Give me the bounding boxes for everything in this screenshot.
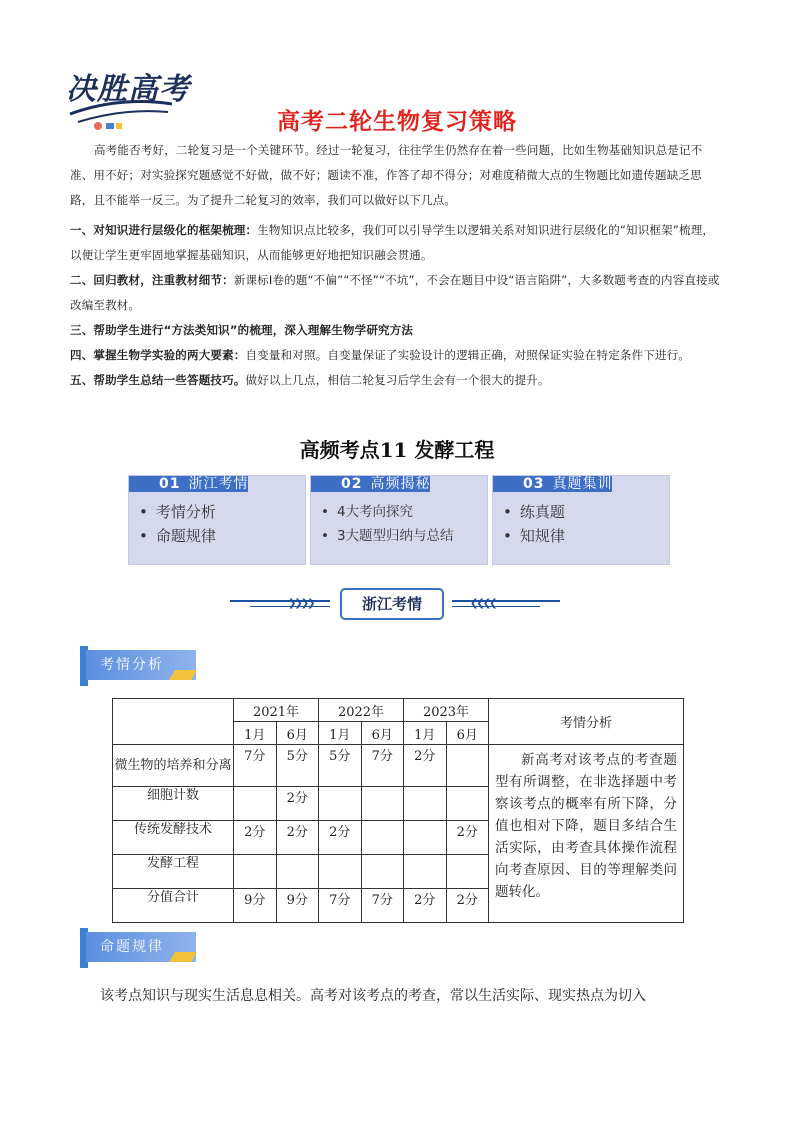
table-header: 2021年: [234, 699, 319, 722]
table-cell: [234, 855, 277, 889]
point-4: 四、掌握生物学实验的两大要素：自变量和对照。自变量保证了实验设计的逻辑正确，对照保证实验在特定条件下进行。: [70, 348, 691, 362]
table-header: 6月: [361, 722, 404, 745]
list-item: • 知规律: [503, 524, 565, 548]
table-header: 6月: [276, 722, 319, 745]
list-item: • 3大题型归纳与总结: [321, 524, 454, 548]
section-banner: [230, 586, 560, 622]
row-label: 分值合计: [113, 889, 234, 923]
intro-line: 准、用不好；对实验探究题感觉不好做，做不好；题读不准，作答了却不得分；对难度稍微大点的生物题比如遗传题缺乏思: [70, 168, 702, 182]
list-item: • 练真题: [503, 500, 565, 524]
list-item: • 4大考向探究: [321, 500, 454, 524]
table-header: 考情分析: [489, 699, 684, 745]
table-cell: [404, 787, 447, 821]
topic-title: 高频考点11 发酵工程: [299, 438, 495, 462]
table-cell: 7分: [361, 889, 404, 923]
table-header: 1月: [319, 722, 362, 745]
chevron-left-icon: ❮❮❮❮: [470, 598, 496, 609]
point-2: 二、回归教材，注重教材细节：新课标Ⅰ卷的题“不偏”“不怪”“不坑”，不会在题目中设“语言陷阱”，大多数题考查的内容直接或: [70, 273, 720, 287]
analysis-text: 新高考对该考点的考查题型有所调整，在非选择题中考察该考点的概率有所下降，分值也相对下降，题目多结合生活实际，由考查具体操作流程向考查原因、目的等理解类问题转化。: [489, 745, 684, 923]
table-cell: 5分: [319, 745, 362, 787]
body-paragraph: 该考点知识与现实生活息息相关。高考对该考点的考查，常以生活实际、现实热点为切入: [100, 988, 646, 1004]
row-label: 传统发酵技术: [113, 821, 234, 855]
table-cell: [276, 855, 319, 889]
table-row: [113, 745, 684, 787]
table-cell: 7分: [319, 889, 362, 923]
banner-label: 浙江考情: [340, 588, 444, 620]
table-header: 1月: [404, 722, 447, 745]
table-cell: [404, 821, 447, 855]
table-cell: 2分: [234, 821, 277, 855]
table-cell: 9分: [276, 889, 319, 923]
box-zhenti: [492, 475, 670, 565]
table-cell: [361, 855, 404, 889]
tag-mingti: [80, 928, 195, 968]
table-header: 2023年: [404, 699, 489, 722]
box-head: 01 浙江考情: [129, 476, 248, 492]
logo-text: 决胜高考: [66, 72, 190, 107]
point-1: 一、对知识进行层级化的框架梳理：生物知识点比较多，我们可以引导学生以逻辑关系对知识进行层级化的“知识框架”梳理，: [70, 223, 715, 237]
tag-label: 考情分析: [86, 650, 196, 680]
table-cell: [446, 745, 489, 787]
row-label: 发酵工程: [113, 855, 234, 889]
table-cell: 2分: [404, 745, 447, 787]
document-title: 高考二轮生物复习策略: [277, 109, 517, 135]
table-cell: 2分: [404, 889, 447, 923]
table-cell: [319, 787, 362, 821]
table-cell: 5分: [276, 745, 319, 787]
table-cell: [361, 821, 404, 855]
banner-line: [230, 600, 330, 602]
box-zhejiang: [128, 475, 306, 565]
table-cell: 2分: [446, 889, 489, 923]
list-item: • 命题规律: [139, 524, 216, 548]
table-cell: [361, 787, 404, 821]
row-label: 微生物的培养和分离: [113, 745, 234, 787]
point-3: 三、帮助学生进行“方法类知识”的梳理，深入理解生物学研究方法: [70, 323, 414, 337]
row-label: 细胞计数: [113, 787, 234, 821]
table-cell: 2分: [276, 787, 319, 821]
table-cell: 7分: [234, 745, 277, 787]
table-cell: 2分: [276, 821, 319, 855]
tag-kaoqing: [80, 646, 195, 686]
intro-paragraph: [70, 138, 730, 213]
banner-line: [452, 600, 560, 602]
intro-line: 路，且不能举一反三。为了提升二轮复习的效率，我们可以做好以下几点。: [70, 193, 457, 207]
box-gaopin: [310, 475, 488, 565]
table-cell: 2分: [319, 821, 362, 855]
table-cell: [404, 855, 447, 889]
chevron-right-icon: ❯❯❯❯: [288, 598, 314, 609]
banner-line: [452, 606, 540, 607]
table-cell: [446, 787, 489, 821]
table-cell: 2分: [446, 821, 489, 855]
table-cell: 7分: [361, 745, 404, 787]
point-2-cont: 改编至教材。: [70, 298, 141, 312]
table-cell: 9分: [234, 889, 277, 923]
table-cell: [319, 855, 362, 889]
point-1-cont: 以便让学生更牢固地掌握基础知识，从而能够更好地把知识融会贯通。: [70, 248, 433, 262]
box-head: 02 高频揭秘: [311, 476, 430, 492]
box-head: 03 真题集训: [493, 476, 612, 492]
table-header: 1月: [234, 722, 277, 745]
list-item: • 考情分析: [139, 500, 216, 524]
table-corner: [113, 699, 234, 745]
table-header: 2022年: [319, 699, 404, 722]
table-header: 6月: [446, 722, 489, 745]
point-5: 五、帮助学生总结一些答题技巧。做好以上几点，相信二轮复习后学生会有一个很大的提升。: [70, 373, 550, 387]
strategy-points: [70, 218, 730, 393]
table-cell: [234, 787, 277, 821]
tag-label: 命题规律: [86, 932, 196, 962]
exam-table: [112, 698, 684, 923]
table-cell: [446, 855, 489, 889]
intro-line: 高考能否考好，二轮复习是一个关键环节。经过一轮复习，往往学生仍然存在着一些问题，比如生物基础知识总是记不: [94, 143, 703, 157]
